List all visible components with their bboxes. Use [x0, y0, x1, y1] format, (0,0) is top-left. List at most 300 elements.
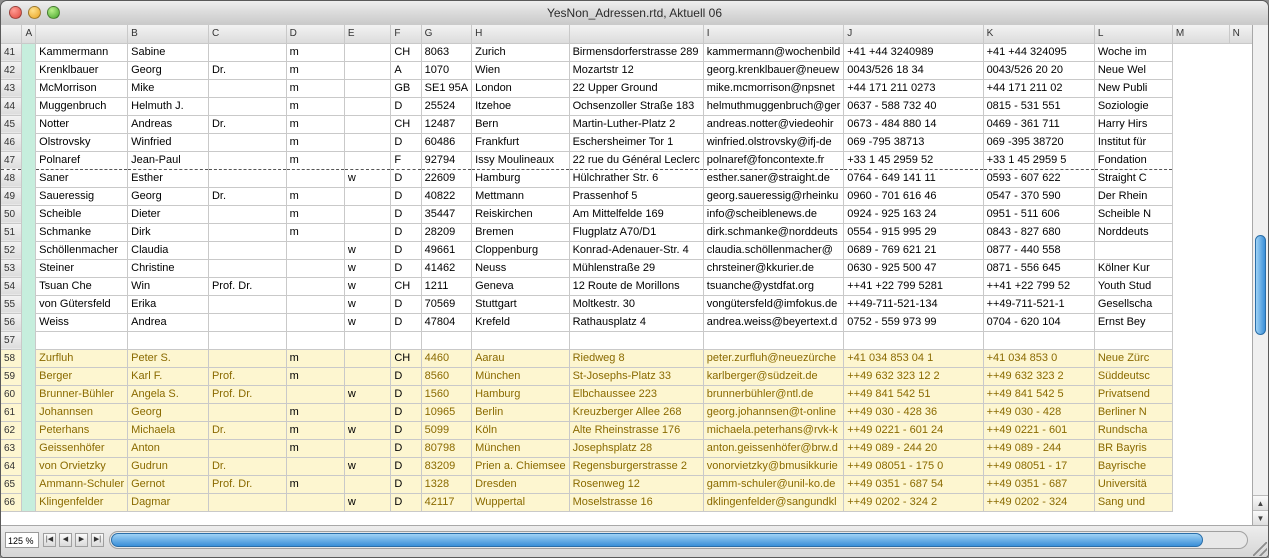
cell-J64[interactable]: Regensburgerstrasse 2 — [569, 457, 703, 475]
cell-J44[interactable]: Ochsenzoller Straße 183 — [569, 97, 703, 115]
column-header-M[interactable]: M — [1172, 25, 1229, 43]
cell-B62[interactable]: Peterhans — [36, 421, 128, 439]
cell-E61[interactable]: m — [286, 403, 344, 421]
cell-H66[interactable]: 42117 — [421, 493, 471, 511]
cell-G49[interactable]: D — [391, 187, 421, 205]
cell-G50[interactable]: D — [391, 205, 421, 223]
cell-G62[interactable]: D — [391, 421, 421, 439]
cell-E56[interactable] — [286, 313, 344, 331]
row-number[interactable]: 66 — [1, 493, 22, 511]
cell-N45[interactable]: Harry Hirs — [1094, 115, 1172, 133]
cell-K45[interactable]: andreas.notter@viedeohir — [703, 115, 843, 133]
cell-K54[interactable]: tsuanche@ystdfat.org — [703, 277, 843, 295]
cell-M61[interactable]: ++49 030 - 428 — [983, 403, 1094, 421]
cell-H54[interactable]: 1211 — [421, 277, 471, 295]
table-row[interactable] — [1, 421, 1268, 439]
cell-E53[interactable] — [286, 259, 344, 277]
cell-M63[interactable]: ++49 089 - 244 — [983, 439, 1094, 457]
row-number[interactable]: 44 — [1, 97, 22, 115]
cell-D41[interactable] — [208, 43, 286, 61]
cell-C50[interactable]: Dieter — [128, 205, 209, 223]
cell-K47[interactable]: polnaref@foncontexte.fr — [703, 151, 843, 169]
cell-M62[interactable]: ++49 0221 - 601 — [983, 421, 1094, 439]
cell-G52[interactable]: D — [391, 241, 421, 259]
cell-N50[interactable]: Scheible N — [1094, 205, 1172, 223]
cell-I50[interactable]: Reiskirchen — [472, 205, 570, 223]
table-row[interactable] — [1, 61, 1268, 79]
row-number[interactable]: 52 — [1, 241, 22, 259]
cell-D58[interactable] — [208, 349, 286, 367]
cell-F65[interactable] — [344, 475, 391, 493]
cell-J41[interactable]: Birmensdorferstrasse 289 — [569, 43, 703, 61]
cell-C49[interactable]: Georg — [128, 187, 209, 205]
cell-I47[interactable]: Issy Moulineaux — [472, 151, 570, 169]
resize-grip[interactable] — [1253, 542, 1267, 556]
cell-F42[interactable] — [344, 61, 391, 79]
column-header-I[interactable]: I — [703, 25, 843, 43]
cell-H46[interactable]: 60486 — [421, 133, 471, 151]
cell-C62[interactable]: Michaela — [128, 421, 209, 439]
cell-E62[interactable]: m — [286, 421, 344, 439]
cell-I48[interactable]: Hamburg — [472, 169, 570, 187]
cell-C43[interactable]: Mike — [128, 79, 209, 97]
row-number[interactable]: 47 — [1, 151, 22, 169]
cell-I61[interactable]: Berlin — [472, 403, 570, 421]
cell-I45[interactable]: Bern — [472, 115, 570, 133]
cell-M58[interactable]: +41 034 853 0 — [983, 349, 1094, 367]
cell-F53[interactable]: w — [344, 259, 391, 277]
cell-D60[interactable]: Prof. Dr. — [208, 385, 286, 403]
cell-N61[interactable]: Berliner N — [1094, 403, 1172, 421]
cell-B47[interactable]: Polnaref — [36, 151, 128, 169]
cell-L53[interactable]: 0630 - 925 500 47 — [844, 259, 983, 277]
cell-G64[interactable]: D — [391, 457, 421, 475]
table-row[interactable] — [1, 259, 1268, 277]
cell-I60[interactable]: Hamburg — [472, 385, 570, 403]
cell-L48[interactable]: 0764 - 649 141 11 — [844, 169, 983, 187]
table-row[interactable] — [1, 367, 1268, 385]
cell-F43[interactable] — [344, 79, 391, 97]
column-header-F[interactable]: F — [391, 25, 421, 43]
column-header-K[interactable]: K — [983, 25, 1094, 43]
cell-I63[interactable]: München — [472, 439, 570, 457]
cell-L65[interactable]: ++49 0351 - 687 54 — [844, 475, 983, 493]
cell-H43[interactable]: SE1 95A — [421, 79, 471, 97]
cell-J63[interactable]: Josephsplatz 28 — [569, 439, 703, 457]
cell-H49[interactable]: 40822 — [421, 187, 471, 205]
cell-H41[interactable]: 8063 — [421, 43, 471, 61]
cell-B43[interactable]: McMorrison — [36, 79, 128, 97]
cell-L58[interactable]: +41 034 853 04 1 — [844, 349, 983, 367]
cell-L45[interactable]: 0673 - 484 880 14 — [844, 115, 983, 133]
vertical-scrollbar-thumb[interactable] — [1255, 235, 1266, 335]
cell-C47[interactable]: Jean-Paul — [128, 151, 209, 169]
cell-M47[interactable]: +33 1 45 2959 5 — [983, 151, 1094, 169]
cell-F66[interactable]: w — [344, 493, 391, 511]
cell-G55[interactable]: D — [391, 295, 421, 313]
minimize-icon[interactable] — [28, 6, 41, 19]
table-row[interactable] — [1, 115, 1268, 133]
cell-H58[interactable]: 4460 — [421, 349, 471, 367]
close-icon[interactable] — [9, 6, 22, 19]
column-header-L[interactable]: L — [1094, 25, 1172, 43]
cell-B42[interactable]: Krenklbauer — [36, 61, 128, 79]
table-row[interactable] — [1, 349, 1268, 367]
cell-E47[interactable]: m — [286, 151, 344, 169]
column-header-A[interactable]: A — [22, 25, 36, 43]
cell-L57[interactable] — [844, 331, 983, 349]
cell-K65[interactable]: gamm-schuler@unil-ko.de — [703, 475, 843, 493]
cell-H60[interactable]: 1560 — [421, 385, 471, 403]
cell-B65[interactable]: Ammann-Schuler — [36, 475, 128, 493]
cell-N56[interactable]: Ernst Bey — [1094, 313, 1172, 331]
cell-D59[interactable]: Prof. — [208, 367, 286, 385]
cell-H45[interactable]: 12487 — [421, 115, 471, 133]
sheet-grid[interactable] — [1, 25, 1268, 557]
cell-E43[interactable]: m — [286, 79, 344, 97]
cell-N53[interactable]: Kölner Kur — [1094, 259, 1172, 277]
cell-J59[interactable]: St-Josephs-Platz 33 — [569, 367, 703, 385]
cell-E50[interactable]: m — [286, 205, 344, 223]
row-number[interactable]: 50 — [1, 205, 22, 223]
table-row[interactable] — [1, 133, 1268, 151]
cell-J48[interactable]: Hülchrather Str. 6 — [569, 169, 703, 187]
cell-L60[interactable]: ++49 841 542 51 — [844, 385, 983, 403]
cell-M57[interactable] — [983, 331, 1094, 349]
table-row[interactable] — [1, 151, 1268, 169]
column-header-H2[interactable] — [569, 25, 703, 43]
cell-B66[interactable]: Klingenfelder — [36, 493, 128, 511]
cell-E65[interactable]: m — [286, 475, 344, 493]
cell-M53[interactable]: 0871 - 556 645 — [983, 259, 1094, 277]
cell-H65[interactable]: 1328 — [421, 475, 471, 493]
cell-B57[interactable] — [36, 331, 128, 349]
cell-J50[interactable]: Am Mittelfelde 169 — [569, 205, 703, 223]
cell-M64[interactable]: ++49 08051 - 17 — [983, 457, 1094, 475]
cell-B56[interactable]: Weiss — [36, 313, 128, 331]
cell-J54[interactable]: 12 Route de Morillons — [569, 277, 703, 295]
cell-D53[interactable] — [208, 259, 286, 277]
cell-H59[interactable]: 8560 — [421, 367, 471, 385]
cell-D65[interactable]: Prof. Dr. — [208, 475, 286, 493]
cell-J56[interactable]: Rathausplatz 4 — [569, 313, 703, 331]
cell-K63[interactable]: anton.geissenhöfer@brw.d — [703, 439, 843, 457]
cell-I55[interactable]: Stuttgart — [472, 295, 570, 313]
cell-C46[interactable]: Winfried — [128, 133, 209, 151]
cell-E52[interactable] — [286, 241, 344, 259]
cell-N47[interactable]: Fondation — [1094, 151, 1172, 169]
cell-I65[interactable]: Dresden — [472, 475, 570, 493]
cell-L54[interactable]: ++41 +22 799 5281 — [844, 277, 983, 295]
cell-F63[interactable] — [344, 439, 391, 457]
cell-M42[interactable]: 0043/526 20 20 — [983, 61, 1094, 79]
cell-J66[interactable]: Moselstrasse 16 — [569, 493, 703, 511]
cell-D55[interactable] — [208, 295, 286, 313]
cell-B60[interactable]: Brunner-Bühler — [36, 385, 128, 403]
cell-H55[interactable]: 70569 — [421, 295, 471, 313]
cell-E48[interactable] — [286, 169, 344, 187]
cell-J55[interactable]: Moltkestr. 30 — [569, 295, 703, 313]
cell-N51[interactable]: Norddeuts — [1094, 223, 1172, 241]
cell-G65[interactable]: D — [391, 475, 421, 493]
cell-B64[interactable]: von Orvietzky — [36, 457, 128, 475]
cell-L51[interactable]: 0554 - 915 995 29 — [844, 223, 983, 241]
table-row[interactable] — [1, 331, 1268, 349]
cell-D48[interactable] — [208, 169, 286, 187]
row-number[interactable]: 42 — [1, 61, 22, 79]
cell-B55[interactable]: von Gütersfeld — [36, 295, 128, 313]
cell-I41[interactable]: Zurich — [472, 43, 570, 61]
table-row[interactable] — [1, 313, 1268, 331]
cell-N41[interactable]: Woche im — [1094, 43, 1172, 61]
cell-H63[interactable]: 80798 — [421, 439, 471, 457]
row-number[interactable]: 48 — [1, 169, 22, 187]
cell-F62[interactable]: w — [344, 421, 391, 439]
row-number[interactable]: 58 — [1, 349, 22, 367]
cell-H53[interactable]: 41462 — [421, 259, 471, 277]
cell-L44[interactable]: 0637 - 588 732 40 — [844, 97, 983, 115]
cell-D51[interactable] — [208, 223, 286, 241]
cell-B48[interactable]: Saner — [36, 169, 128, 187]
row-number[interactable]: 65 — [1, 475, 22, 493]
row-number[interactable]: 62 — [1, 421, 22, 439]
cell-K41[interactable]: kammermann@wochenbild — [703, 43, 843, 61]
cell-G45[interactable]: CH — [391, 115, 421, 133]
cell-L56[interactable]: 0752 - 559 973 99 — [844, 313, 983, 331]
row-number[interactable]: 46 — [1, 133, 22, 151]
cell-C65[interactable]: Gernot — [128, 475, 209, 493]
cell-C42[interactable]: Georg — [128, 61, 209, 79]
column-header-D[interactable]: D — [286, 25, 344, 43]
cell-B53[interactable]: Steiner — [36, 259, 128, 277]
table-row[interactable] — [1, 457, 1268, 475]
cell-B63[interactable]: Geissenhöfer — [36, 439, 128, 457]
cell-J60[interactable]: Elbchaussee 223 — [569, 385, 703, 403]
cell-G59[interactable]: D — [391, 367, 421, 385]
cell-L64[interactable]: ++49 08051 - 175 0 — [844, 457, 983, 475]
cell-D63[interactable] — [208, 439, 286, 457]
cell-N59[interactable]: Süddeutsc — [1094, 367, 1172, 385]
cell-K59[interactable]: karlberger@südzeit.de — [703, 367, 843, 385]
cell-F58[interactable] — [344, 349, 391, 367]
column-header-H[interactable]: H — [472, 25, 570, 43]
cell-M45[interactable]: 0469 - 361 711 — [983, 115, 1094, 133]
cell-K55[interactable]: vongütersfeld@imfokus.de — [703, 295, 843, 313]
cell-H47[interactable]: 92794 — [421, 151, 471, 169]
cell-E51[interactable]: m — [286, 223, 344, 241]
cell-L63[interactable]: ++49 089 - 244 20 — [844, 439, 983, 457]
row-number[interactable]: 59 — [1, 367, 22, 385]
zoom-level[interactable]: 125 % — [5, 532, 39, 548]
cell-I42[interactable]: Wien — [472, 61, 570, 79]
cell-C57[interactable] — [128, 331, 209, 349]
nav-prev-button[interactable]: ◀ — [59, 533, 72, 547]
column-header-G[interactable]: G — [421, 25, 471, 43]
cell-E60[interactable] — [286, 385, 344, 403]
nav-last-button[interactable]: ▶| — [91, 533, 104, 547]
cell-M51[interactable]: 0843 - 827 680 — [983, 223, 1094, 241]
cell-C51[interactable]: Dirk — [128, 223, 209, 241]
cell-D50[interactable] — [208, 205, 286, 223]
cell-L43[interactable]: +44 171 211 0273 — [844, 79, 983, 97]
cell-L55[interactable]: ++49-711-521-134 — [844, 295, 983, 313]
cell-D61[interactable] — [208, 403, 286, 421]
column-header-E[interactable]: E — [344, 25, 391, 43]
cell-K56[interactable]: andrea.weiss@beyertext.d — [703, 313, 843, 331]
cell-N48[interactable]: Straight C — [1094, 169, 1172, 187]
cell-J46[interactable]: Eschersheimer Tor 1 — [569, 133, 703, 151]
table-row[interactable] — [1, 169, 1268, 187]
nav-first-button[interactable]: |◀ — [43, 533, 56, 547]
cell-G54[interactable]: CH — [391, 277, 421, 295]
cell-F44[interactable] — [344, 97, 391, 115]
cell-L49[interactable]: 0960 - 701 616 46 — [844, 187, 983, 205]
table-row[interactable] — [1, 295, 1268, 313]
cell-E54[interactable] — [286, 277, 344, 295]
cell-K57[interactable] — [703, 331, 843, 349]
row-number[interactable]: 57 — [1, 331, 22, 349]
cell-J51[interactable]: Flugplatz A70/D1 — [569, 223, 703, 241]
cell-G53[interactable]: D — [391, 259, 421, 277]
table-row[interactable] — [1, 79, 1268, 97]
cell-D64[interactable]: Dr. — [208, 457, 286, 475]
select-all-corner[interactable] — [1, 25, 22, 43]
cell-M54[interactable]: ++41 +22 799 52 — [983, 277, 1094, 295]
row-number[interactable]: 43 — [1, 79, 22, 97]
cell-K62[interactable]: michaela.peterhans@rvk-k — [703, 421, 843, 439]
cell-F59[interactable] — [344, 367, 391, 385]
cell-C45[interactable]: Andreas — [128, 115, 209, 133]
table-row[interactable] — [1, 475, 1268, 493]
cell-N64[interactable]: Bayrische — [1094, 457, 1172, 475]
cell-N57[interactable] — [1094, 331, 1172, 349]
cell-C58[interactable]: Peter S. — [128, 349, 209, 367]
cell-B46[interactable]: Olstrovsky — [36, 133, 128, 151]
cell-L59[interactable]: ++49 632 323 12 2 — [844, 367, 983, 385]
cell-B61[interactable]: Johannsen — [36, 403, 128, 421]
horizontal-scrollbar-thumb[interactable] — [111, 533, 1203, 547]
cell-I49[interactable]: Mettmann — [472, 187, 570, 205]
cell-N54[interactable]: Youth Stud — [1094, 277, 1172, 295]
cell-I52[interactable]: Cloppenburg — [472, 241, 570, 259]
cell-F61[interactable] — [344, 403, 391, 421]
cell-D66[interactable] — [208, 493, 286, 511]
cell-M44[interactable]: 0815 - 531 551 — [983, 97, 1094, 115]
cell-C64[interactable]: Gudrun — [128, 457, 209, 475]
cell-C56[interactable]: Andrea — [128, 313, 209, 331]
cell-H57[interactable] — [421, 331, 471, 349]
cell-L46[interactable]: 069 -795 38713 — [844, 133, 983, 151]
cell-F54[interactable]: w — [344, 277, 391, 295]
cell-C63[interactable]: Anton — [128, 439, 209, 457]
spreadsheet-table[interactable] — [1, 25, 1268, 512]
table-row[interactable] — [1, 385, 1268, 403]
cell-F48[interactable]: w — [344, 169, 391, 187]
cell-H62[interactable]: 5099 — [421, 421, 471, 439]
cell-M56[interactable]: 0704 - 620 104 — [983, 313, 1094, 331]
cell-B51[interactable]: Schmanke — [36, 223, 128, 241]
column-header-N[interactable]: N — [1229, 25, 1267, 43]
cell-K61[interactable]: georg.johannsen@t-online — [703, 403, 843, 421]
cell-K43[interactable]: mike.mcmorrison@npsnet — [703, 79, 843, 97]
row-number[interactable]: 61 — [1, 403, 22, 421]
cell-N46[interactable]: Institut für — [1094, 133, 1172, 151]
cell-D47[interactable] — [208, 151, 286, 169]
cell-H56[interactable]: 47804 — [421, 313, 471, 331]
table-row[interactable] — [1, 403, 1268, 421]
cell-G47[interactable]: F — [391, 151, 421, 169]
cell-G58[interactable]: CH — [391, 349, 421, 367]
cell-F49[interactable] — [344, 187, 391, 205]
nav-next-button[interactable]: ▶ — [75, 533, 88, 547]
cell-I44[interactable]: Itzehoe — [472, 97, 570, 115]
cell-G63[interactable]: D — [391, 439, 421, 457]
cell-K51[interactable]: dirk.schmanke@norddeuts — [703, 223, 843, 241]
cell-H48[interactable]: 22609 — [421, 169, 471, 187]
cell-G66[interactable]: D — [391, 493, 421, 511]
cell-G60[interactable]: D — [391, 385, 421, 403]
cell-N63[interactable]: BR Bayris — [1094, 439, 1172, 457]
table-row[interactable] — [1, 223, 1268, 241]
cell-J45[interactable]: Martin-Luther-Platz 2 — [569, 115, 703, 133]
cell-I58[interactable]: Aarau — [472, 349, 570, 367]
cell-E42[interactable]: m — [286, 61, 344, 79]
table-row[interactable] — [1, 493, 1268, 511]
cell-K46[interactable]: winfried.olstrovsky@ifj-de — [703, 133, 843, 151]
cell-I56[interactable]: Krefeld — [472, 313, 570, 331]
cell-C41[interactable]: Sabine — [128, 43, 209, 61]
cell-G41[interactable]: CH — [391, 43, 421, 61]
table-row[interactable] — [1, 439, 1268, 457]
cell-L41[interactable]: +41 +44 3240989 — [844, 43, 983, 61]
cell-L42[interactable]: 0043/526 18 34 — [844, 61, 983, 79]
cell-M41[interactable]: +41 +44 324095 — [983, 43, 1094, 61]
cell-C54[interactable]: Win — [128, 277, 209, 295]
cell-F64[interactable]: w — [344, 457, 391, 475]
cell-F45[interactable] — [344, 115, 391, 133]
cell-L62[interactable]: ++49 0221 - 601 24 — [844, 421, 983, 439]
cell-N52[interactable] — [1094, 241, 1172, 259]
table-row[interactable] — [1, 241, 1268, 259]
cell-M66[interactable]: ++49 0202 - 324 — [983, 493, 1094, 511]
cell-M60[interactable]: ++49 841 542 5 — [983, 385, 1094, 403]
cell-J47[interactable]: 22 rue du Général Leclerc — [569, 151, 703, 169]
row-number[interactable]: 64 — [1, 457, 22, 475]
cell-C48[interactable]: Esther — [128, 169, 209, 187]
cell-I51[interactable]: Bremen — [472, 223, 570, 241]
cell-E45[interactable]: m — [286, 115, 344, 133]
cell-B52[interactable]: Schöllenmacher — [36, 241, 128, 259]
cell-J53[interactable]: Mühlenstraße 29 — [569, 259, 703, 277]
row-number[interactable]: 41 — [1, 43, 22, 61]
cell-D45[interactable]: Dr. — [208, 115, 286, 133]
cell-D46[interactable] — [208, 133, 286, 151]
row-number[interactable]: 60 — [1, 385, 22, 403]
cell-B44[interactable]: Muggenbruch — [36, 97, 128, 115]
cell-K66[interactable]: dklingenfelder@sangundkl — [703, 493, 843, 511]
cell-J42[interactable]: Mozartstr 12 — [569, 61, 703, 79]
cell-N58[interactable]: Neue Zürc — [1094, 349, 1172, 367]
cell-I46[interactable]: Frankfurt — [472, 133, 570, 151]
cell-M43[interactable]: +44 171 211 02 — [983, 79, 1094, 97]
cell-N65[interactable]: Universitä — [1094, 475, 1172, 493]
cell-E41[interactable]: m — [286, 43, 344, 61]
cell-N43[interactable]: New Publi — [1094, 79, 1172, 97]
cell-M48[interactable]: 0593 - 607 622 — [983, 169, 1094, 187]
cell-G61[interactable]: D — [391, 403, 421, 421]
cell-K60[interactable]: brunnerbühler@ntl.de — [703, 385, 843, 403]
cell-G46[interactable]: D — [391, 133, 421, 151]
